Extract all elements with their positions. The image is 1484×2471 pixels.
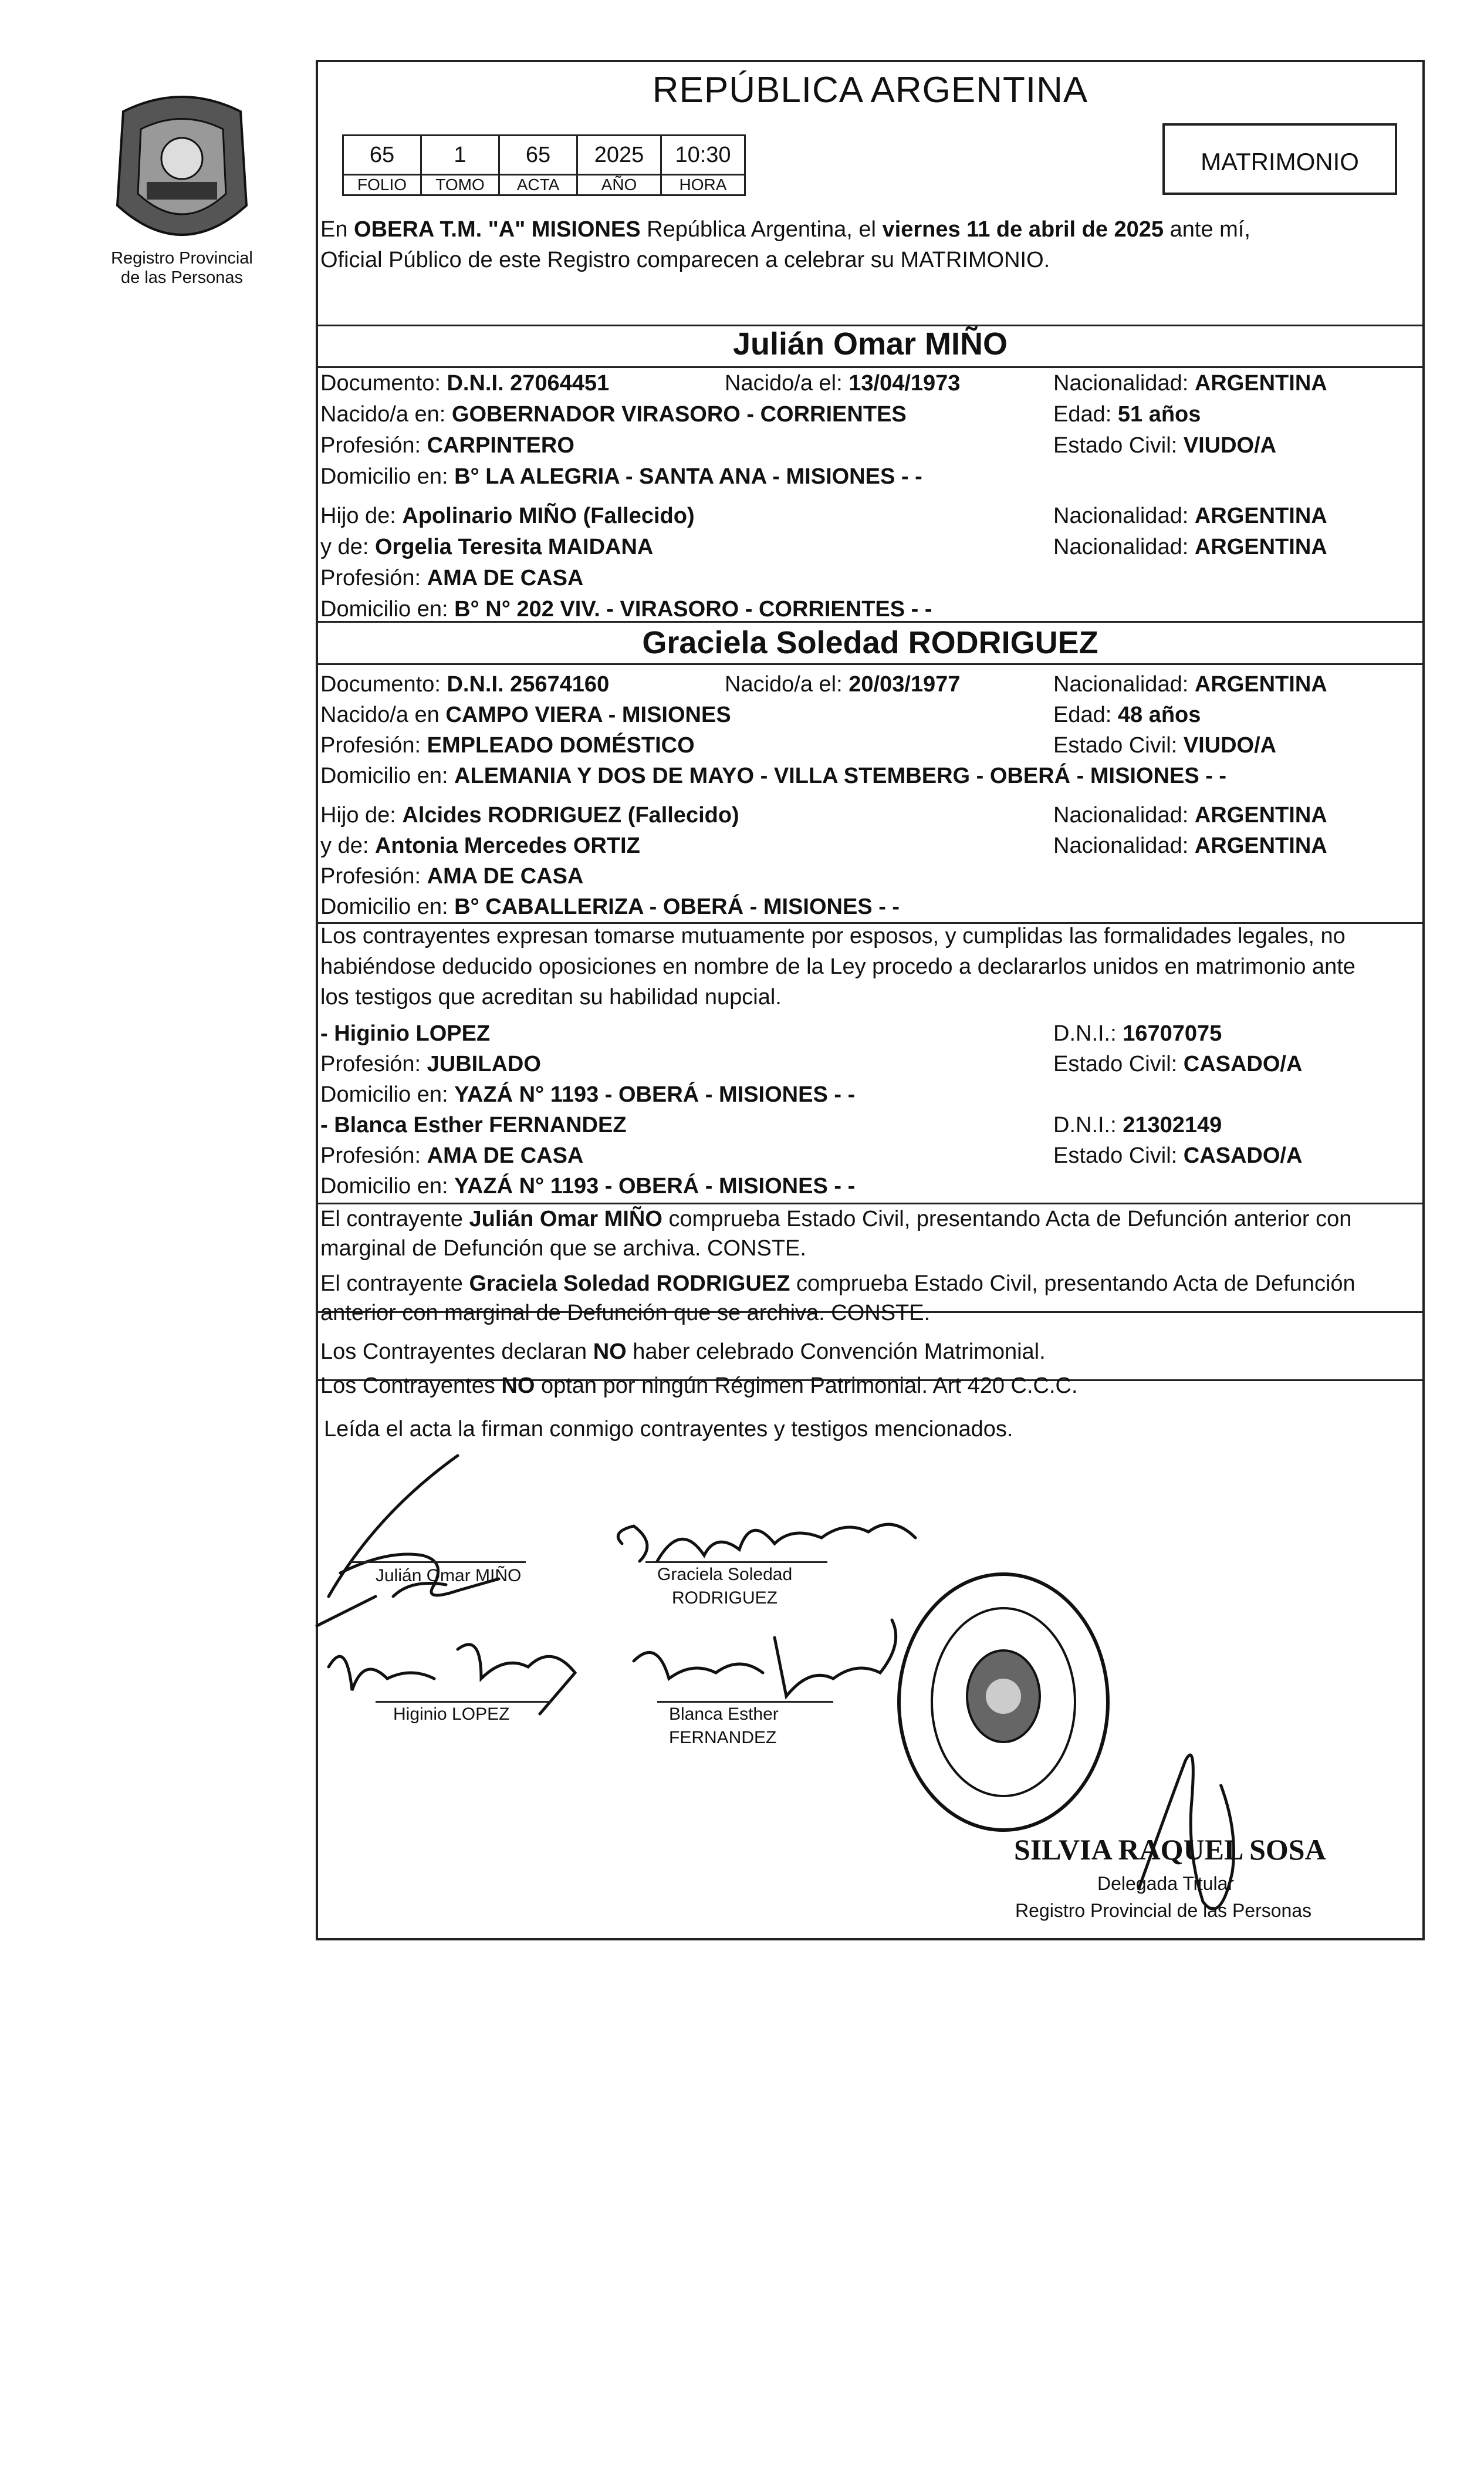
civil-note-2-line-2: anterior con marginal de Defunción que se archiva. CONSTE. xyxy=(320,1301,931,1325)
groom-signature xyxy=(317,1456,499,1626)
official-seal-icon xyxy=(892,1567,1115,1837)
registry-caption xyxy=(88,249,276,288)
groom-name: Julián Omar MIÑO xyxy=(732,326,1008,362)
groom-age: Edad: 51 años xyxy=(1053,402,1201,427)
official-organization: Registro Provincial de las Personas xyxy=(1015,1900,1312,1921)
divider xyxy=(318,366,1422,368)
bride-mother-nationality: Nacionalidad: ARGENTINA xyxy=(1053,833,1327,858)
witness-2-signature-line xyxy=(657,1701,833,1703)
hora-value: 10:30 xyxy=(661,136,745,175)
registry-caption-line-2: de las Personas xyxy=(121,268,243,287)
bride-address: Domicilio en: ALEMANIA Y DOS DE MAYO - VILLA STEMBERG - OBERÁ - MISIONES - - xyxy=(320,764,1227,788)
groom-nationality: Nacionalidad: ARGENTINA xyxy=(1053,371,1327,396)
witness-2-profession: Profesión: AMA DE CASA xyxy=(320,1143,584,1168)
witness-1-dni: D.N.I.: 16707075 xyxy=(1053,1021,1222,1046)
witness-1-address: Domicilio en: YAZÁ N° 1193 - OBERÁ - MISIONES - - xyxy=(320,1082,856,1107)
civil-note-1-line-1: El contrayente Julián Omar MIÑO comprueba Estado Civil, presentando Acta de Defunción anterior con xyxy=(320,1207,1352,1231)
tomo-label: TOMO xyxy=(421,175,499,195)
witness-1-signature-name: Higinio LOPEZ xyxy=(393,1704,510,1724)
bride-mother: y de: Antonia Mercedes ORTIZ xyxy=(320,833,640,858)
bride-signature-line xyxy=(645,1561,827,1563)
bride-profession: Profesión: EMPLEADO DOMÉSTICO xyxy=(320,733,695,758)
official-signature xyxy=(1133,1737,1262,1931)
divider xyxy=(318,663,1422,665)
groom-birthplace: Nacido/a en: GOBERNADOR VIRASORO - CORRIENTES xyxy=(320,402,907,427)
regime-line-1: Los Contrayentes declaran NO haber celebrado Convención Matrimonial. xyxy=(320,1339,1046,1364)
bride-birthplace: Nacido/a en CAMPO VIERA - MISIONES xyxy=(320,703,731,727)
acta-value: 65 xyxy=(499,136,577,175)
witness-2-civil-status: Estado Civil: CASADO/A xyxy=(1053,1143,1303,1168)
witness-1-signature-line xyxy=(376,1701,552,1703)
groom-mother: y de: Orgelia Teresita MAIDANA xyxy=(320,535,654,559)
coat-of-arms-icon xyxy=(88,88,276,264)
witness-1-name: - Higinio LOPEZ xyxy=(320,1021,491,1046)
folio-label: FOLIO xyxy=(343,175,421,195)
groom-signature-line xyxy=(350,1561,526,1563)
groom-birthdate: Nacido/a el: 13/04/1973 xyxy=(725,371,961,396)
groom-address: Domicilio en: B° LA ALEGRIA - SANTA ANA - MISIONES - - xyxy=(320,464,922,489)
bride-father: Hijo de: Alcides RODRIGUEZ (Fallecido) xyxy=(320,803,739,828)
groom-document: Documento: D.N.I. 27064451 xyxy=(320,371,610,396)
closing-text: Leída el acta la firman conmigo contrayentes y testigos mencionados. xyxy=(324,1417,1013,1442)
civil-note-1-line-2: marginal de Defunción que se archiva. CONSTE. xyxy=(320,1236,806,1261)
record-type-box: MATRIMONIO xyxy=(1162,123,1397,195)
bride-father-nationality: Nacionalidad: ARGENTINA xyxy=(1053,803,1327,828)
bride-document: Documento: D.N.I. 25674160 xyxy=(320,672,610,697)
witness-1-profession: Profesión: JUBILADO xyxy=(320,1052,541,1076)
folio-value: 65 xyxy=(343,136,421,175)
groom-father-nationality: Nacionalidad: ARGENTINA xyxy=(1053,504,1327,528)
groom-profession: Profesión: CARPINTERO xyxy=(320,433,574,458)
intro-line-2: Oficial Público de este Registro comparecen a celebrar su MATRIMONIO. xyxy=(320,248,1050,272)
groom-parents-profession: Profesión: AMA DE CASA xyxy=(320,566,584,590)
witness-2-signature xyxy=(634,1620,896,1696)
official-name: SILVIA RAQUEL SOSA xyxy=(1014,1833,1326,1866)
witness-2-name: - Blanca Esther FERNANDEZ xyxy=(320,1113,627,1137)
witness-2-dni: D.N.I.: 21302149 xyxy=(1053,1113,1222,1137)
bride-parents-address: Domicilio en: B° CABALLERIZA - OBERÁ - MISIONES - - xyxy=(320,894,900,919)
witness-2-signature-name-1: Blanca Esther xyxy=(669,1704,779,1724)
groom-father: Hijo de: Apolinario MIÑO (Fallecido) xyxy=(320,504,695,528)
bride-signature-name-2: RODRIGUEZ xyxy=(672,1588,778,1608)
divider xyxy=(318,1203,1422,1204)
witness-2-address: Domicilio en: YAZÁ N° 1193 - OBERÁ - MISIONES - - xyxy=(320,1174,856,1199)
declaration-line-1: Los contrayentes expresan tomarse mutuamente por esposos, y cumplidas las formalidades legales, no xyxy=(320,924,1346,948)
bride-civil-status: Estado Civil: VIUDO/A xyxy=(1053,733,1277,758)
declaration-line-2: habiéndose deducido oposiciones en nombre de la Ley procedo a declararlos unidos en matrimonio ante xyxy=(320,954,1355,979)
intro-date: viernes 11 de abril de 2025 xyxy=(882,217,1164,242)
intro-place: OBERA T.M. "A" MISIONES xyxy=(354,217,641,242)
bride-birthdate: Nacido/a el: 20/03/1977 xyxy=(725,672,961,697)
tomo-value: 1 xyxy=(421,136,499,175)
official-title: Delegada Titular xyxy=(1097,1873,1235,1894)
witness-1-signature xyxy=(329,1645,575,1714)
regime-line-2: Los Contrayentes NO optan por ningún Régimen Patrimonial. Art 420 C.C.C. xyxy=(320,1373,1078,1398)
bride-nationality: Nacionalidad: ARGENTINA xyxy=(1053,672,1327,697)
witness-2-signature-name-2: FERNANDEZ xyxy=(669,1728,777,1747)
declaration-line-3: los testigos que acreditan su habilidad nupcial. xyxy=(320,985,782,1010)
page-title: REPÚBLICA ARGENTINA xyxy=(652,70,1089,110)
anio-label: AÑO xyxy=(577,175,661,195)
bride-signature-name-1: Graciela Soledad xyxy=(657,1565,793,1584)
acta-label: ACTA xyxy=(499,175,577,195)
groom-parents-address: Domicilio en: B° N° 202 VIV. - VIRASORO - CORRIENTES - - xyxy=(320,597,932,622)
bride-name: Graciela Soledad RODRIGUEZ xyxy=(642,625,1098,660)
groom-mother-nationality: Nacionalidad: ARGENTINA xyxy=(1053,535,1327,559)
bride-signature xyxy=(618,1524,915,1561)
witness-1-civil-status: Estado Civil: CASADO/A xyxy=(1053,1052,1303,1076)
intro-line-1: En OBERA T.M. "A" MISIONES República Argentina, el viernes 11 de abril de 2025 ante mí, xyxy=(320,217,1250,242)
bride-age: Edad: 48 años xyxy=(1053,703,1201,727)
bride-parents-profession: Profesión: AMA DE CASA xyxy=(320,864,584,889)
registry-caption-line-1: Registro Provincial xyxy=(111,249,253,268)
anio-value: 2025 xyxy=(577,136,661,175)
hora-label: HORA xyxy=(661,175,745,195)
groom-civil-status: Estado Civil: VIUDO/A xyxy=(1053,433,1277,458)
civil-note-2-line-1: El contrayente Graciela Soledad RODRIGUEZ comprueba Estado Civil, presentando Acta de Defunción xyxy=(320,1271,1355,1296)
groom-signature-name: Julián Omar MIÑO xyxy=(376,1566,522,1585)
record-reference-table xyxy=(342,134,746,196)
